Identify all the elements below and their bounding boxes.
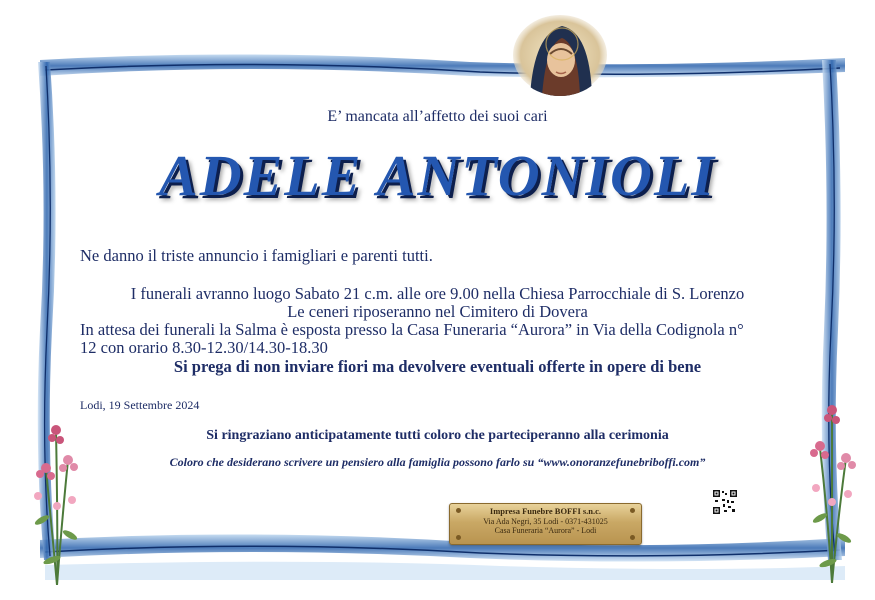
place-date: Lodi, 19 Settembre 2024 [80,398,200,412]
qr-code-icon[interactable] [713,490,737,514]
funeral-info-line2: Le ceneri riposeranno nel Cimitero di Dovera [287,302,588,321]
plaque-title: Impresa Funebre BOFFI s.n.c. [489,506,602,516]
funeral-home-plaque [449,503,642,545]
deceased-name: ADELE ANTONIOLI [159,143,716,208]
screw-icon [456,535,461,540]
wake-info-line1: In attesa dei funerali la Salma è esposta presso la Casa Funeraria “Aurora” in Via della Codignola n° [80,320,744,339]
plaque-funeral-home: Casa Funeraria “Aurora” - Lodi [494,526,597,535]
funeral-info-line1: I funerali avranno luogo Sabato 21 c.m. alle ore 9.00 nella Chiesa Parrocchiale di S. Lorenzo [130,284,745,303]
plaque-address: Via Ada Negri, 35 Lodi - 0371-431025 [483,516,608,526]
screw-icon [630,535,635,540]
screw-icon [630,508,635,513]
flowers-request-text: Si prega di non inviare fiori ma devolvere eventuali offerte in opere di bene [173,357,702,376]
thanks-text: Si ringraziano anticipatamente tutti coloro che parteciperanno alla cerimonia [206,428,669,443]
announce-text: Ne danno il triste annuncio i famigliari e parenti tutti. [80,246,433,265]
screw-icon [456,508,461,513]
madonna-portrait-icon [512,14,608,96]
flower-bouquet-left-icon [22,410,92,585]
wake-info-line2: 12 con orario 8.30-12.30/14.30-18.30 [80,338,328,357]
message-info-text: Coloro che desiderano scrivere un pensiero alla famiglia possono farlo su “www.onoranzefunebriboffi.com” [169,455,706,469]
flower-bouquet-right-icon [798,398,866,583]
intro-text: E’ mancata all’affetto dei suoi cari [327,108,548,125]
